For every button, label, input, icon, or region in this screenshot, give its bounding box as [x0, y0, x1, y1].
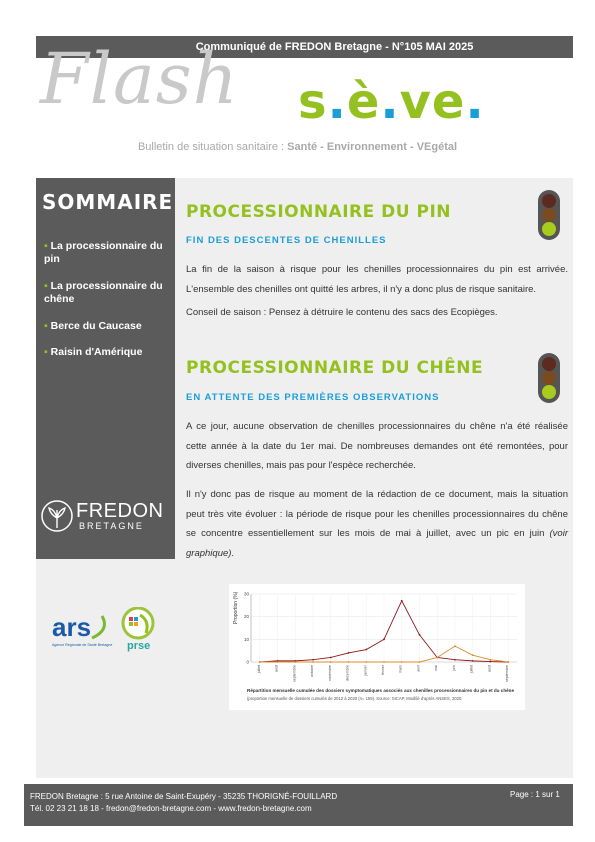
chart-x-tick-label: mars — [398, 665, 403, 673]
ars-logo-icon — [52, 610, 114, 652]
chart-point — [401, 600, 403, 602]
section1-paragraph2: Conseil de saison : Pensez à détruire le contenu des sacs des Ecopièges. — [186, 307, 498, 318]
svg-text:prse: prse — [127, 640, 151, 652]
prse-logo-icon — [118, 607, 158, 653]
footer-contact: Tél. 02 23 21 18 18 - fredon@fredon-bretagne.com - www.fredon-bretagne.com — [30, 804, 312, 813]
section2-paragraph2: Il n'y donc pas de risque au moment de la rédaction de ce document, mais la situation peut très vite évoluer : la période de risque pour les chenilles processionnaires du chêne se concentre essentiellement sur les mois de mai à juillet, avec un pic en juin (voir graphique). — [186, 489, 568, 559]
chart-point — [490, 661, 492, 663]
chart-point — [365, 661, 367, 663]
chart-x-tick-label: août — [487, 665, 492, 672]
toc-item-raisin[interactable]: ▪ Raisin d'Amérique — [44, 346, 143, 358]
chart-caption-sub: (proportion mensuelle de dossiers cumulés de 2012 à 2020 (n= 159). Source: SICAP, Modifié d'après ANSES, 2020. — [247, 696, 463, 701]
section1-title: PROCESSIONNAIRE DU PIN — [186, 202, 451, 222]
chart-point — [454, 645, 456, 647]
chart-point — [490, 659, 492, 661]
footer-address: FREDON Bretagne : 5 rue Antoine de Saint-Exupéry - 35235 THORIGNÉ-FOUILLARD — [30, 792, 338, 801]
chart-x-tick-label: août — [274, 665, 279, 672]
section2-title: PROCESSIONNAIRE DU CHÊNE — [186, 358, 484, 378]
chart-x-tick-label: janvier — [363, 665, 368, 676]
chart-point — [348, 661, 350, 663]
section1-paragraph1: La fin de la saison à risque pour les chenilles processionnaires du pin est arrivée. L'ensemble des chenilles ont quitté les arbres, il n'y a donc plus de risque sanitaire. — [186, 264, 568, 295]
oak-pine-chart — [229, 584, 525, 710]
fredon-logo-sub: BRETAGNE — [79, 521, 144, 531]
chart-x-tick-label: septembre — [292, 665, 297, 682]
chart-x-tick-label: février — [381, 665, 385, 675]
flash-wordmark: Flash — [40, 38, 239, 120]
chart-x-tick-label: juillet — [256, 665, 261, 674]
chart-x-tick-label: juin — [451, 665, 456, 671]
sommaire-title: SOMMAIRE — [42, 190, 174, 214]
toc-item-chene[interactable]: ▪ La processionnaire du chêne — [44, 280, 163, 305]
chart-point — [330, 657, 332, 659]
chart-point — [472, 660, 474, 662]
seve-logo: s.è.ve. — [298, 74, 485, 130]
chart-point — [383, 638, 385, 640]
chart-point — [312, 661, 314, 663]
fredon-logo-name: FREDON — [76, 500, 164, 522]
chart-point — [454, 659, 456, 661]
chart-point — [383, 661, 385, 663]
svg-text:ars: ars — [52, 612, 92, 642]
chart-y-tick-label: 30 — [243, 591, 249, 597]
chart-x-tick-label: octobre — [310, 665, 315, 677]
chart-x-tick-label: décembre — [345, 665, 350, 681]
fredon-leaf-icon — [40, 498, 74, 534]
bulletin-subtitle: Bulletin de situation sanitaire : Santé - Environnement - VEgétal — [137, 141, 458, 153]
chart-point — [401, 661, 403, 663]
chart-point — [472, 654, 474, 656]
chart-point — [348, 652, 350, 654]
section2-paragraph1: A ce jour, aucune observation de chenilles processionnaires du chêne n'a été réalisée cette année à la date du 1er mai. De nombreuses demandes ont été remontées, pour diverses chenilles, mais pas pour l'espèce recherchée. — [186, 421, 568, 471]
chart-point — [419, 661, 421, 663]
chart-ylabel: Proportion (%) — [233, 591, 239, 624]
chart-caption: Répartition mensuelle cumulée des dossiers symptomatiques associés aux chenilles processionnaires du pin et du chêne — [247, 688, 515, 693]
chart-x-tick-label: mai — [434, 665, 439, 671]
communique-label: Communiqué de FREDON Bretagne - N°105 MAI 2025 — [195, 41, 474, 53]
page-number: Page : 1 sur 1 — [510, 790, 560, 799]
toc-item-pin[interactable]: ▪ La processionnaire du pin — [44, 240, 163, 265]
chart-point — [294, 661, 296, 663]
section1-subtitle: FIN DES DESCENTES DE CHENILLES — [186, 235, 387, 246]
traffic-light-icon — [538, 190, 560, 240]
section2-subtitle: EN ATTENTE DES PREMIÈRES OBSERVATIONS — [186, 392, 440, 403]
chart-y-tick-label: 10 — [243, 636, 249, 642]
chart-point — [507, 661, 509, 663]
chart-point — [259, 661, 261, 663]
chart-point — [330, 661, 332, 663]
chart-point — [419, 634, 421, 636]
chart-y-tick-label: 20 — [243, 614, 249, 620]
chart-point — [312, 659, 314, 661]
svg-text:Agence Régionale de Santé Bret: Agence Régionale de Santé Bretagne — [52, 643, 113, 647]
chart-x-tick-label: avril — [416, 665, 421, 672]
chart-x-tick-label: septembre — [505, 665, 510, 682]
chart-y-tick-label: 0 — [246, 659, 249, 665]
traffic-light-icon — [538, 353, 560, 403]
toc-item-berce[interactable]: ▪ Berce du Caucase — [44, 320, 142, 332]
chart-point — [277, 661, 279, 663]
chart-point — [436, 657, 438, 659]
chart-x-tick-label: juillet — [469, 665, 474, 674]
chart-point — [365, 649, 367, 651]
chart-x-tick-label: novembre — [327, 665, 332, 681]
